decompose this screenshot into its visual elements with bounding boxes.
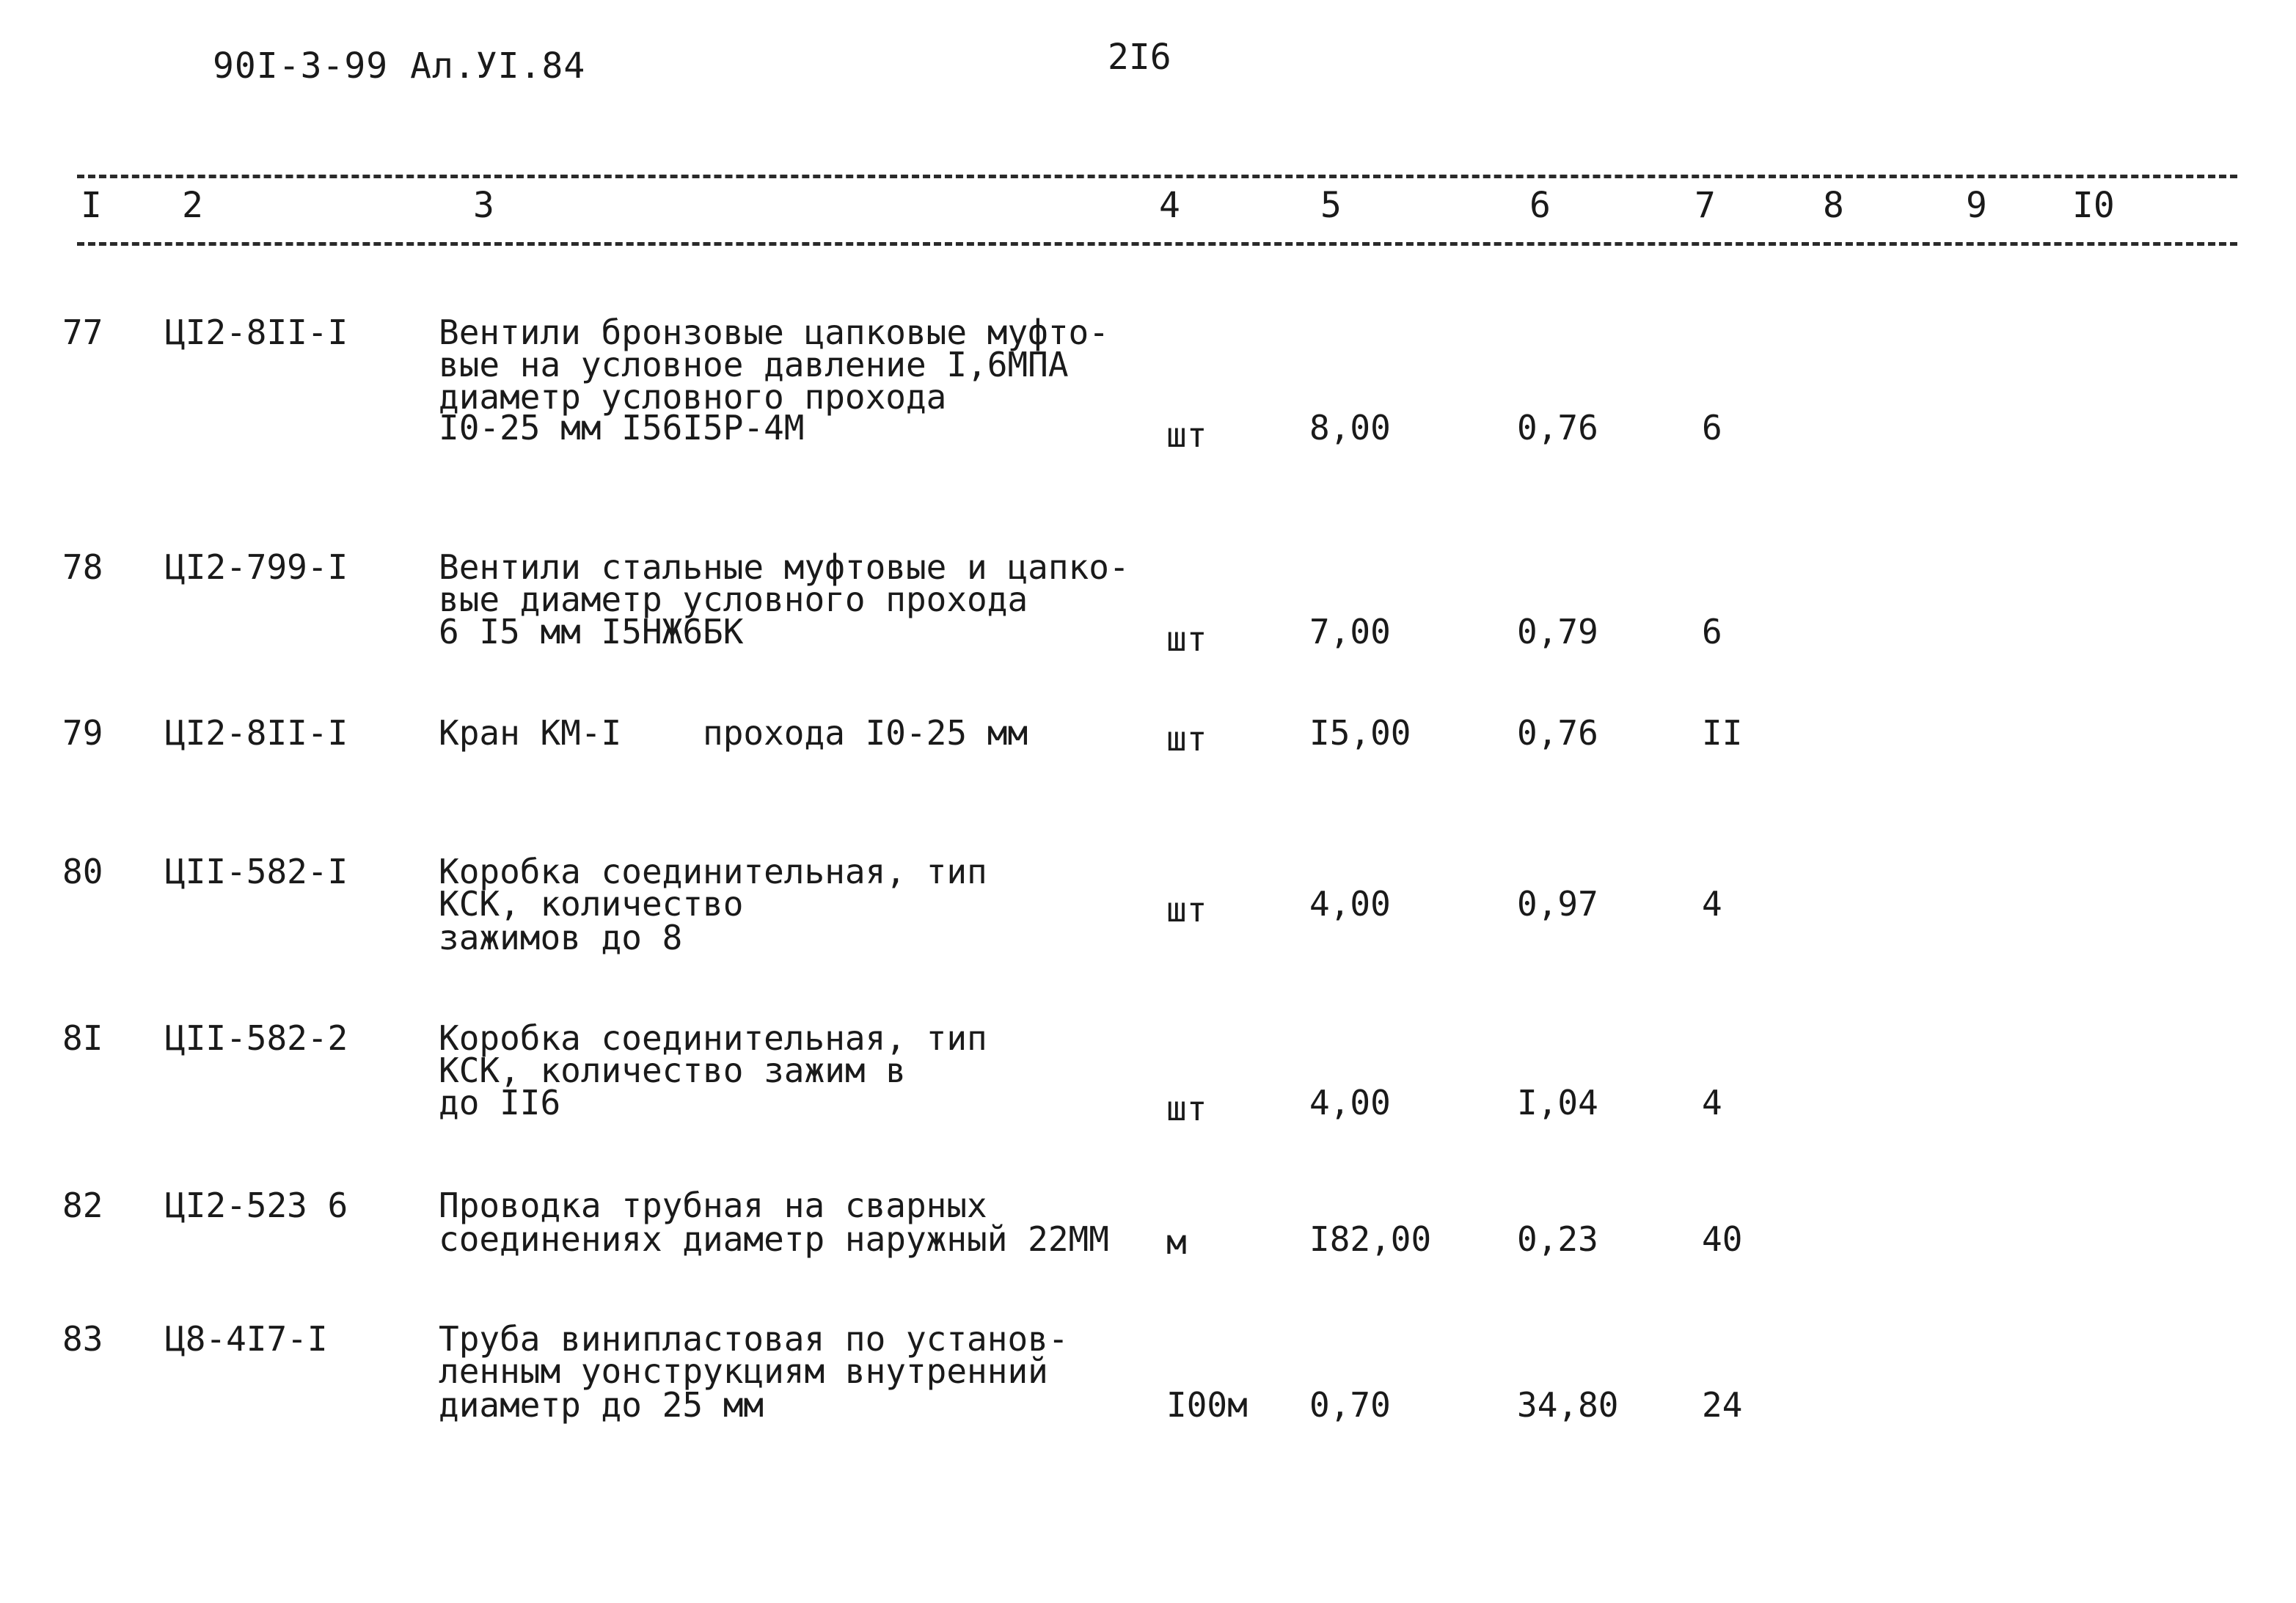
- row-unit: шт: [1166, 619, 1207, 659]
- column-header-2: 2: [182, 185, 203, 226]
- row-description-line: Кран КМ-I прохода I0-25 мм: [439, 713, 1028, 753]
- row-code: ЦI2-8II-I: [165, 313, 348, 352]
- row-number: 80: [62, 852, 103, 891]
- row-description-line: Вентили бронзовые цапковые муфто-: [439, 313, 1109, 352]
- document-code: 90I-3-99 Ал.УI.84: [213, 45, 586, 87]
- row-code: ЦI2-799-I: [165, 547, 348, 587]
- row-quantity: 8,00: [1309, 408, 1391, 448]
- row-quantity: 4,00: [1309, 884, 1391, 924]
- row-description-line: I0-25 мм I56I5Р-4М: [439, 408, 805, 448]
- row-description-line: 6 I5 мм I5НЖ6БК: [439, 612, 744, 651]
- row-value: 0,76: [1517, 408, 1598, 448]
- row-unit: м: [1166, 1222, 1187, 1262]
- row-code: ЦI2-523 6: [165, 1186, 348, 1225]
- column-header-10: I0: [2072, 185, 2115, 226]
- row-description-line: Вентили стальные муфтовые и цапко-: [439, 547, 1130, 587]
- row-description-line: ленным уонструкциям внутренний: [439, 1351, 1048, 1391]
- row-description-line: соединениях диаметр наружный 22ММ: [439, 1219, 1109, 1259]
- row-quantity: 7,00: [1309, 612, 1391, 651]
- row-code: ЦII-582-I: [165, 852, 348, 891]
- row-quantity: I5,00: [1309, 713, 1411, 753]
- column-header-7: 7: [1694, 185, 1716, 226]
- row-col7: 6: [1702, 408, 1722, 448]
- row-unit: шт: [1166, 1089, 1207, 1128]
- row-col7: 40: [1702, 1219, 1743, 1259]
- column-header-6: 6: [1529, 185, 1551, 226]
- row-col7: 4: [1702, 884, 1722, 924]
- row-quantity: 0,70: [1309, 1385, 1391, 1425]
- row-description-line: Проводка трубная на сварных: [439, 1186, 987, 1225]
- row-number: 79: [62, 713, 103, 753]
- row-description-line: вые на условное давление I,6МПА: [439, 345, 1069, 384]
- row-code: ЦI2-8II-I: [165, 713, 348, 753]
- row-description-line: вые диаметр условного прохода: [439, 580, 1028, 619]
- column-header-1: I: [81, 185, 102, 226]
- row-number: 82: [62, 1186, 103, 1225]
- row-unit: шт: [1166, 415, 1207, 455]
- row-number: 77: [62, 313, 103, 352]
- row-value: 0,97: [1517, 884, 1598, 924]
- table-top-rule: [77, 175, 2237, 178]
- row-description-line: КСК, количество зажим в: [439, 1051, 906, 1090]
- row-unit: шт: [1166, 719, 1207, 759]
- row-number: 83: [62, 1319, 103, 1359]
- row-value: I,04: [1517, 1083, 1598, 1122]
- row-number: 8I: [62, 1018, 103, 1058]
- row-col7: 24: [1702, 1385, 1743, 1425]
- row-value: 0,79: [1517, 612, 1598, 651]
- row-quantity: 4,00: [1309, 1083, 1391, 1122]
- row-unit: I00м: [1166, 1385, 1248, 1425]
- row-col7: II: [1702, 713, 1743, 753]
- row-code: Ц8-4I7-I: [165, 1319, 328, 1359]
- row-description-line: Коробка соединительная, тип: [439, 1018, 987, 1058]
- table-header-rule: [77, 242, 2237, 246]
- row-value: 0,76: [1517, 713, 1598, 753]
- row-code: ЦII-582-2: [165, 1018, 348, 1058]
- row-col7: 4: [1702, 1083, 1722, 1122]
- row-description-line: до II6: [439, 1083, 561, 1122]
- column-header-3: 3: [473, 185, 494, 226]
- column-header-5: 5: [1320, 185, 1342, 226]
- row-value: 34,80: [1517, 1385, 1619, 1425]
- row-col7: 6: [1702, 612, 1722, 651]
- row-description-line: Коробка соединительная, тип: [439, 852, 987, 891]
- row-description-line: КСК, количество: [439, 884, 744, 924]
- row-description-line: диаметр до 25 мм: [439, 1385, 764, 1425]
- column-header-8: 8: [1823, 185, 1844, 226]
- page-number: 2I6: [1108, 37, 1171, 78]
- row-value: 0,23: [1517, 1219, 1598, 1259]
- row-quantity: I82,00: [1309, 1219, 1432, 1259]
- row-number: 78: [62, 547, 103, 587]
- row-unit: шт: [1166, 890, 1207, 930]
- column-header-4: 4: [1159, 185, 1180, 226]
- row-description-line: диаметр условного прохода: [439, 377, 947, 417]
- row-description-line: зажимов до 8: [439, 918, 683, 957]
- row-description-line: Труба винипластовая по установ-: [439, 1319, 1069, 1359]
- column-header-9: 9: [1966, 185, 1987, 226]
